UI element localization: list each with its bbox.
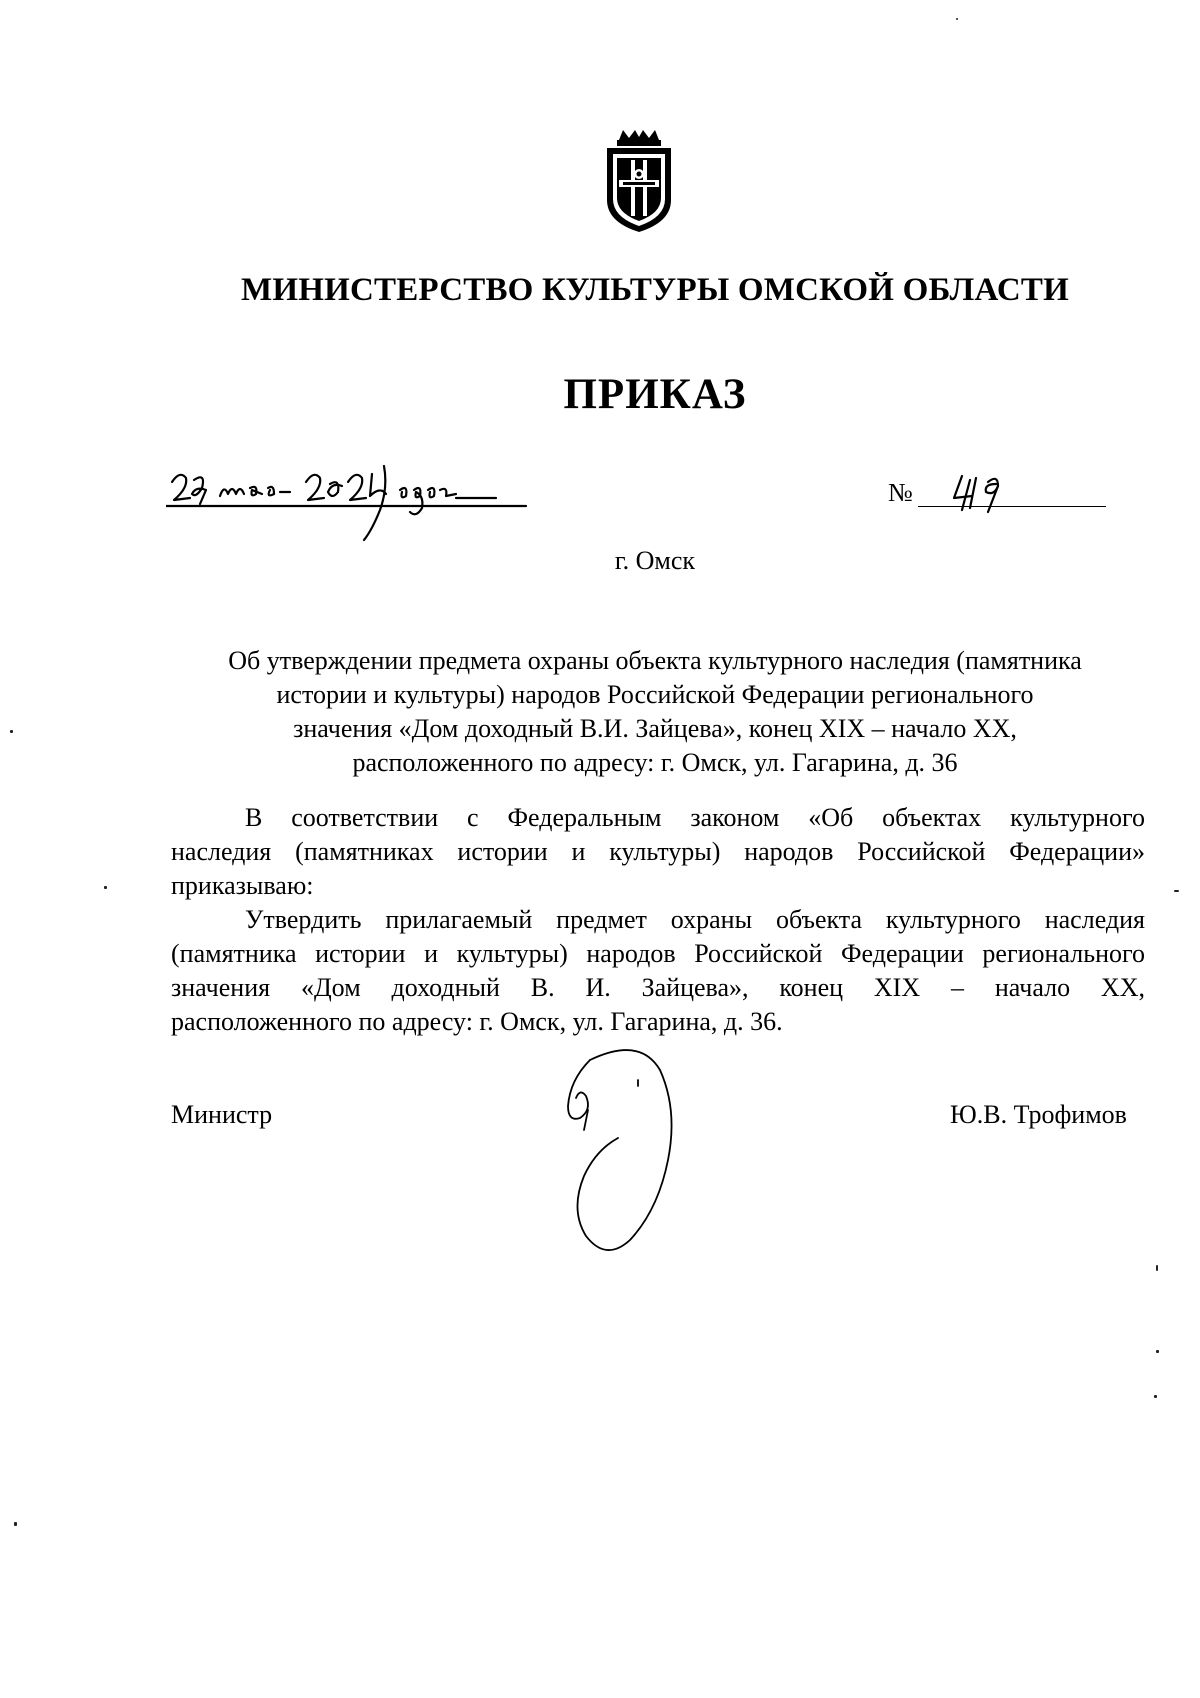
signer-role: Министр	[171, 1100, 273, 1129]
scan-speck	[1156, 1350, 1159, 1353]
scan-speck	[10, 730, 13, 733]
subject-line: истории и культуры) народов Российской Федерации регионального	[276, 680, 1034, 709]
preamble-line: приказываю:	[171, 871, 314, 900]
order-body	[171, 801, 1145, 1039]
scan-speck	[1174, 890, 1179, 892]
scan-speck	[104, 886, 107, 889]
signer-name: Ю.В. Трофимов	[950, 1100, 1127, 1129]
signature-icon	[550, 1040, 710, 1280]
preamble-line: наследия (памятниках истории и культуры) народов Российской Федерации»	[171, 837, 1145, 866]
preamble-line: В соответствии с Федеральным законом «Об объектах культурного	[245, 803, 1145, 832]
scan-speck	[956, 18, 958, 20]
order-line: Утвердить прилагаемый предмет охраны объекта культурного наследия	[245, 905, 1145, 934]
document-title: ПРИКАЗ	[563, 371, 747, 418]
subject-line: значения «Дом доходный В.И. Зайцева», конец XIX – начало XX,	[293, 714, 1017, 743]
handwritten-date	[166, 448, 536, 548]
scan-speck	[1156, 1265, 1158, 1271]
order-line: значения «Дом доходный В. И. Зайцева», конец XIX – начало XX,	[171, 973, 1145, 1002]
scan-speck	[14, 1522, 17, 1526]
order-line: расположенного по адресу: г. Омск, ул. Гагарина, д. 36.	[171, 1007, 783, 1036]
handwriting-date-icon	[166, 448, 536, 548]
handwriting-number-icon	[948, 472, 1018, 514]
scan-speck	[1154, 1395, 1157, 1398]
coat-of-arms-icon	[601, 130, 677, 234]
handwritten-number	[948, 472, 1018, 514]
city: г. Омск	[614, 546, 696, 575]
subject-line: Об утверждении предмета охраны объекта культурного наследия (памятника	[228, 646, 1082, 675]
ministry-name: МИНИСТЕРСТВО КУЛЬТУРЫ ОМСКОЙ ОБЛАСТИ	[241, 272, 1069, 308]
subject-line: расположенного по адресу: г. Омск, ул. Гагарина, д. 36	[352, 748, 958, 777]
order-subject	[170, 644, 1140, 780]
number-label: №	[888, 478, 913, 507]
order-line: (памятника истории и культуры) народов Российской Федерации регионального	[171, 939, 1145, 968]
